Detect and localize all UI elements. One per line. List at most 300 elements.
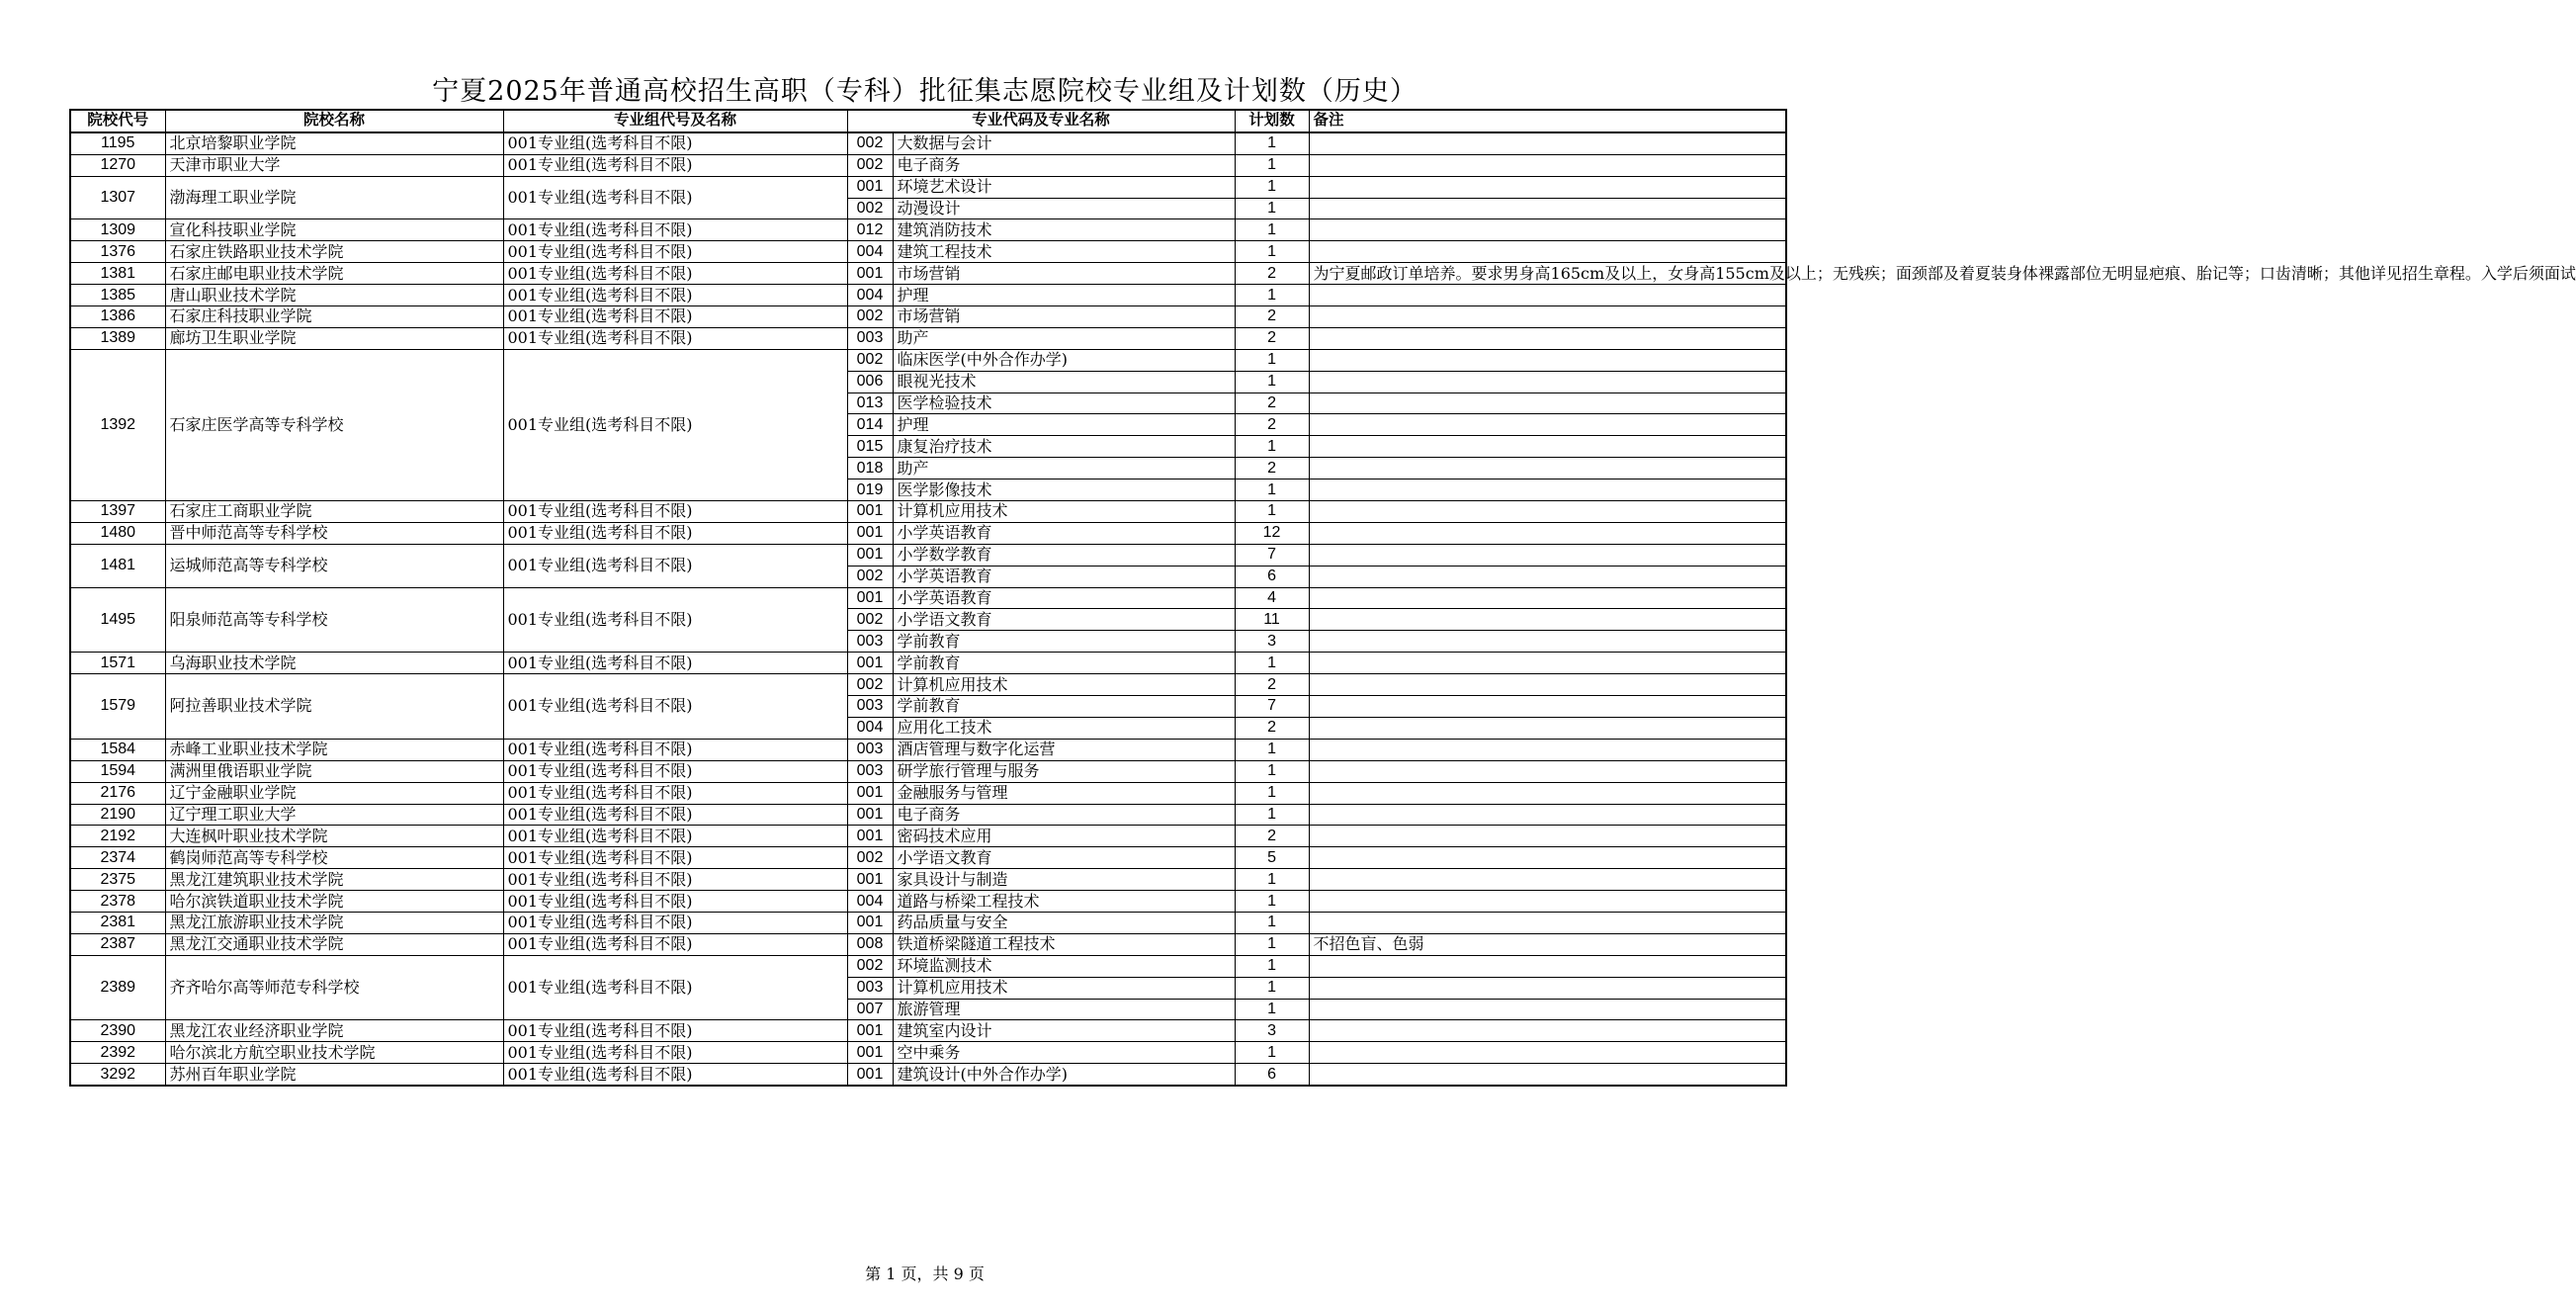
major-code: 003	[847, 977, 893, 999]
group-name: 001专业组(选考科目不限)	[503, 587, 847, 653]
plan-count: 2	[1235, 826, 1309, 847]
group-name: 001专业组(选考科目不限)	[503, 1020, 847, 1042]
plan-count: 1	[1235, 198, 1309, 219]
table-row	[70, 782, 1786, 804]
table-row	[70, 241, 1786, 263]
school-name: 黑龙江交通职业技术学院	[165, 933, 503, 955]
major-name: 学前教育	[893, 653, 1235, 674]
remark: 不招色盲、色弱	[1309, 933, 1786, 955]
plan-count: 2	[1235, 674, 1309, 696]
table-row	[70, 306, 1786, 328]
major-code: 013	[847, 392, 893, 414]
group-name: 001专业组(选考科目不限)	[503, 522, 847, 544]
group-name: 001专业组(选考科目不限)	[503, 782, 847, 804]
table-row	[70, 1064, 1786, 1086]
header-major: 专业代码及专业名称	[847, 110, 1235, 132]
table-row	[70, 154, 1786, 176]
major-code: 014	[847, 414, 893, 436]
major-code: 001	[847, 826, 893, 847]
major-code: 003	[847, 327, 893, 349]
plan-count: 1	[1235, 782, 1309, 804]
major-code: 001	[847, 1042, 893, 1064]
major-name: 小学语文教育	[893, 847, 1235, 869]
major-name: 医学检验技术	[893, 392, 1235, 414]
school-code: 1309	[70, 219, 165, 241]
plan-count: 2	[1235, 263, 1309, 285]
school-name: 石家庄医学高等专科学校	[165, 349, 503, 500]
plan-count: 1	[1235, 349, 1309, 371]
school-code: 1584	[70, 739, 165, 760]
school-code: 2392	[70, 1042, 165, 1064]
plan-count: 12	[1235, 522, 1309, 544]
major-code: 003	[847, 760, 893, 782]
header-school-code: 院校代号	[70, 110, 165, 132]
major-name: 研学旅行管理与服务	[893, 760, 1235, 782]
major-code: 004	[847, 241, 893, 263]
remark	[1309, 349, 1786, 371]
remark	[1309, 977, 1786, 999]
remark	[1309, 739, 1786, 760]
header-group: 专业组代号及名称	[503, 110, 847, 132]
group-name: 001专业组(选考科目不限)	[503, 760, 847, 782]
major-code: 002	[847, 154, 893, 176]
plan-count: 2	[1235, 306, 1309, 328]
major-code: 003	[847, 696, 893, 718]
remark	[1309, 544, 1786, 566]
major-name: 市场营销	[893, 263, 1235, 285]
school-name: 运城师范高等专科学校	[165, 544, 503, 587]
remark	[1309, 327, 1786, 349]
remark	[1309, 760, 1786, 782]
remark	[1309, 631, 1786, 653]
school-name: 阳泉师范高等专科学校	[165, 587, 503, 653]
group-name: 001专业组(选考科目不限)	[503, 955, 847, 1020]
remark	[1309, 804, 1786, 826]
school-code: 2381	[70, 912, 165, 933]
major-code: 002	[847, 955, 893, 977]
school-name: 石家庄科技职业学院	[165, 306, 503, 328]
remark	[1309, 392, 1786, 414]
plan-count: 7	[1235, 696, 1309, 718]
remark	[1309, 999, 1786, 1020]
group-name: 001专业组(选考科目不限)	[503, 1042, 847, 1064]
major-name: 旅游管理	[893, 999, 1235, 1020]
remark	[1309, 306, 1786, 328]
major-name: 计算机应用技术	[893, 977, 1235, 999]
major-code: 002	[847, 674, 893, 696]
school-name: 鹤岗师范高等专科学校	[165, 847, 503, 869]
remark	[1309, 609, 1786, 631]
plan-count: 4	[1235, 587, 1309, 609]
major-name: 建筑工程技术	[893, 241, 1235, 263]
table-row	[70, 804, 1786, 826]
group-name: 001专业组(选考科目不限)	[503, 285, 847, 306]
remark	[1309, 653, 1786, 674]
major-name: 道路与桥梁工程技术	[893, 891, 1235, 913]
group-name: 001专业组(选考科目不限)	[503, 912, 847, 933]
plan-count: 1	[1235, 933, 1309, 955]
group-name: 001专业组(选考科目不限)	[503, 869, 847, 891]
table-row	[70, 826, 1786, 847]
major-name: 小学英语教育	[893, 566, 1235, 587]
school-name: 乌海职业技术学院	[165, 653, 503, 674]
major-code: 019	[847, 480, 893, 501]
table-row	[70, 933, 1786, 955]
school-name: 赤峰工业职业技术学院	[165, 739, 503, 760]
table-row	[70, 522, 1786, 544]
major-name: 建筑消防技术	[893, 219, 1235, 241]
plan-count: 1	[1235, 891, 1309, 913]
school-name: 唐山职业技术学院	[165, 285, 503, 306]
school-name: 黑龙江建筑职业技术学院	[165, 869, 503, 891]
major-code: 001	[847, 869, 893, 891]
school-code: 2192	[70, 826, 165, 847]
remark	[1309, 176, 1786, 198]
remark: 为宁夏邮政订单培养。要求男身高165cm及以上，女身高155cm及以上；无残疾；面颈部及着夏装身体裸露部位无明显疤痕、胎记等；口齿清晰；其他详见招生章程。入学后须面试	[1309, 263, 1786, 285]
school-code: 2176	[70, 782, 165, 804]
table-row	[70, 847, 1786, 869]
plan-count: 1	[1235, 760, 1309, 782]
group-name: 001专业组(选考科目不限)	[503, 933, 847, 955]
school-name: 辽宁理工职业大学	[165, 804, 503, 826]
group-name: 001专业组(选考科目不限)	[503, 349, 847, 500]
table-row	[70, 912, 1786, 933]
remark	[1309, 480, 1786, 501]
school-code: 1270	[70, 154, 165, 176]
major-name: 建筑设计(中外合作办学)	[893, 1064, 1235, 1086]
major-name: 金融服务与管理	[893, 782, 1235, 804]
major-code: 007	[847, 999, 893, 1020]
major-code: 002	[847, 349, 893, 371]
major-name: 电子商务	[893, 154, 1235, 176]
school-code: 1381	[70, 263, 165, 285]
remark	[1309, 414, 1786, 436]
remark	[1309, 241, 1786, 263]
major-name: 医学影像技术	[893, 480, 1235, 501]
major-name: 动漫设计	[893, 198, 1235, 219]
plan-count: 1	[1235, 869, 1309, 891]
remark	[1309, 847, 1786, 869]
school-code: 1579	[70, 674, 165, 740]
plan-count: 3	[1235, 631, 1309, 653]
group-name: 001专业组(选考科目不限)	[503, 501, 847, 523]
plan-count: 2	[1235, 458, 1309, 480]
major-code: 002	[847, 609, 893, 631]
remark	[1309, 782, 1786, 804]
remark	[1309, 717, 1786, 739]
school-code: 1195	[70, 132, 165, 154]
plan-count: 1	[1235, 977, 1309, 999]
table-row	[70, 1020, 1786, 1042]
table-row	[70, 760, 1786, 782]
group-name: 001专业组(选考科目不限)	[503, 1064, 847, 1086]
major-name: 助产	[893, 458, 1235, 480]
school-code: 1392	[70, 349, 165, 500]
plan-table	[69, 109, 2576, 1087]
group-name: 001专业组(选考科目不限)	[503, 241, 847, 263]
plan-count: 7	[1235, 544, 1309, 566]
remark	[1309, 1042, 1786, 1064]
major-name: 铁道桥梁隧道工程技术	[893, 933, 1235, 955]
school-code: 2390	[70, 1020, 165, 1042]
remark	[1309, 869, 1786, 891]
school-code: 1385	[70, 285, 165, 306]
group-name: 001专业组(选考科目不限)	[503, 826, 847, 847]
remark	[1309, 891, 1786, 913]
plan-count: 2	[1235, 414, 1309, 436]
major-code: 001	[847, 587, 893, 609]
major-code: 008	[847, 933, 893, 955]
major-code: 015	[847, 436, 893, 458]
remark	[1309, 198, 1786, 219]
group-name: 001专业组(选考科目不限)	[503, 132, 847, 154]
plan-count: 1	[1235, 154, 1309, 176]
major-name: 眼视光技术	[893, 371, 1235, 392]
remark	[1309, 501, 1786, 523]
school-code: 1376	[70, 241, 165, 263]
major-code: 002	[847, 198, 893, 219]
major-code: 001	[847, 912, 893, 933]
major-code: 004	[847, 717, 893, 739]
remark	[1309, 219, 1786, 241]
page-title: 宁夏2025年普通高校招生高职（专科）批征集志愿院校专业组及计划数（历史）	[432, 76, 1417, 107]
school-code: 1481	[70, 544, 165, 587]
plan-count: 6	[1235, 566, 1309, 587]
school-name: 满洲里俄语职业学院	[165, 760, 503, 782]
remark	[1309, 826, 1786, 847]
major-code: 002	[847, 566, 893, 587]
table-header-row	[70, 110, 1786, 132]
school-name: 大连枫叶职业技术学院	[165, 826, 503, 847]
table-row	[70, 285, 1786, 306]
remark	[1309, 436, 1786, 458]
school-name: 石家庄邮电职业技术学院	[165, 263, 503, 285]
major-code: 002	[847, 132, 893, 154]
group-name: 001专业组(选考科目不限)	[503, 263, 847, 285]
group-name: 001专业组(选考科目不限)	[503, 674, 847, 740]
major-name: 学前教育	[893, 631, 1235, 653]
plan-count: 1	[1235, 480, 1309, 501]
major-name: 护理	[893, 414, 1235, 436]
major-name: 电子商务	[893, 804, 1235, 826]
header-plan: 计划数	[1235, 110, 1309, 132]
major-name: 学前教育	[893, 696, 1235, 718]
school-code: 1307	[70, 176, 165, 219]
major-code: 001	[847, 1064, 893, 1086]
major-code: 003	[847, 631, 893, 653]
school-code: 2375	[70, 869, 165, 891]
plan-count: 1	[1235, 653, 1309, 674]
school-name: 廊坊卫生职业学院	[165, 327, 503, 349]
major-name: 酒店管理与数字化运营	[893, 739, 1235, 760]
major-name: 大数据与会计	[893, 132, 1235, 154]
table-row	[70, 544, 1786, 566]
plan-count: 1	[1235, 739, 1309, 760]
major-name: 药品质量与安全	[893, 912, 1235, 933]
school-name: 渤海理工职业学院	[165, 176, 503, 219]
major-name: 空中乘务	[893, 1042, 1235, 1064]
table-body	[70, 132, 2576, 1086]
table-row	[70, 587, 1786, 609]
group-name: 001专业组(选考科目不限)	[503, 327, 847, 349]
school-name: 哈尔滨北方航空职业技术学院	[165, 1042, 503, 1064]
plan-count: 3	[1235, 1020, 1309, 1042]
plan-count: 1	[1235, 285, 1309, 306]
group-name: 001专业组(选考科目不限)	[503, 653, 847, 674]
remark	[1309, 132, 1786, 154]
major-name: 小学数学教育	[893, 544, 1235, 566]
school-code: 1571	[70, 653, 165, 674]
school-name: 阿拉善职业技术学院	[165, 674, 503, 740]
plan-count: 1	[1235, 912, 1309, 933]
plan-count: 1	[1235, 132, 1309, 154]
major-name: 小学语文教育	[893, 609, 1235, 631]
plan-count: 1	[1235, 436, 1309, 458]
major-name: 环境监测技术	[893, 955, 1235, 977]
school-name: 天津市职业大学	[165, 154, 503, 176]
school-name: 黑龙江旅游职业技术学院	[165, 912, 503, 933]
major-name: 小学英语教育	[893, 587, 1235, 609]
school-name: 哈尔滨铁道职业技术学院	[165, 891, 503, 913]
major-code: 004	[847, 891, 893, 913]
plan-count: 6	[1235, 1064, 1309, 1086]
major-code: 006	[847, 371, 893, 392]
table-row	[70, 1042, 1786, 1064]
remark	[1309, 696, 1786, 718]
school-code: 2387	[70, 933, 165, 955]
school-code: 2378	[70, 891, 165, 913]
major-code: 001	[847, 804, 893, 826]
remark	[1309, 674, 1786, 696]
major-code: 001	[847, 501, 893, 523]
table-row	[70, 869, 1786, 891]
major-code: 001	[847, 782, 893, 804]
remark	[1309, 587, 1786, 609]
school-name: 宣化科技职业学院	[165, 219, 503, 241]
plan-count: 1	[1235, 804, 1309, 826]
plan-count: 1	[1235, 999, 1309, 1020]
remark	[1309, 458, 1786, 480]
school-code: 2374	[70, 847, 165, 869]
table-row	[70, 955, 1786, 977]
group-name: 001专业组(选考科目不限)	[503, 176, 847, 219]
school-name: 苏州百年职业学院	[165, 1064, 503, 1086]
major-name: 临床医学(中外合作办学)	[893, 349, 1235, 371]
header-remark: 备注	[1309, 110, 1786, 132]
major-code: 001	[847, 544, 893, 566]
table-row	[70, 501, 1786, 523]
group-name: 001专业组(选考科目不限)	[503, 219, 847, 241]
remark	[1309, 1020, 1786, 1042]
school-name: 辽宁金融职业学院	[165, 782, 503, 804]
school-name: 石家庄铁路职业技术学院	[165, 241, 503, 263]
major-name: 家具设计与制造	[893, 869, 1235, 891]
major-name: 应用化工技术	[893, 717, 1235, 739]
major-name: 康复治疗技术	[893, 436, 1235, 458]
major-name: 密码技术应用	[893, 826, 1235, 847]
school-name: 石家庄工商职业学院	[165, 501, 503, 523]
major-code: 012	[847, 219, 893, 241]
plan-count: 2	[1235, 392, 1309, 414]
school-code: 1594	[70, 760, 165, 782]
table-row	[70, 653, 1786, 674]
plan-count: 1	[1235, 219, 1309, 241]
major-code: 018	[847, 458, 893, 480]
remark	[1309, 154, 1786, 176]
group-name: 001专业组(选考科目不限)	[503, 306, 847, 328]
major-code: 001	[847, 1020, 893, 1042]
school-name: 北京培黎职业学院	[165, 132, 503, 154]
school-code: 1389	[70, 327, 165, 349]
remark	[1309, 566, 1786, 587]
remark	[1309, 285, 1786, 306]
school-code: 2190	[70, 804, 165, 826]
major-name: 计算机应用技术	[893, 674, 1235, 696]
group-name: 001专业组(选考科目不限)	[503, 544, 847, 587]
major-code: 002	[847, 847, 893, 869]
page-footer: 第 1 页，共 9 页	[865, 1264, 985, 1283]
group-name: 001专业组(选考科目不限)	[503, 154, 847, 176]
major-name: 计算机应用技术	[893, 501, 1235, 523]
major-name: 助产	[893, 327, 1235, 349]
plan-count: 1	[1235, 371, 1309, 392]
major-code: 002	[847, 306, 893, 328]
plan-count: 1	[1235, 1042, 1309, 1064]
table-row	[70, 349, 1786, 371]
group-name: 001专业组(选考科目不限)	[503, 804, 847, 826]
plan-count: 1	[1235, 176, 1309, 198]
table-row	[70, 132, 1786, 154]
remark	[1309, 522, 1786, 544]
plan-count: 5	[1235, 847, 1309, 869]
school-name: 黑龙江农业经济职业学院	[165, 1020, 503, 1042]
school-code: 2389	[70, 955, 165, 1020]
major-code: 001	[847, 176, 893, 198]
school-code: 1480	[70, 522, 165, 544]
remark	[1309, 1064, 1786, 1086]
school-code: 3292	[70, 1064, 165, 1086]
school-name: 晋中师范高等专科学校	[165, 522, 503, 544]
school-code: 1495	[70, 587, 165, 653]
school-code: 1397	[70, 501, 165, 523]
table-row	[70, 739, 1786, 760]
major-name: 小学英语教育	[893, 522, 1235, 544]
plan-count: 11	[1235, 609, 1309, 631]
major-code: 001	[847, 653, 893, 674]
plan-count: 2	[1235, 327, 1309, 349]
table-row	[70, 219, 1786, 241]
plan-count: 2	[1235, 717, 1309, 739]
school-code: 1386	[70, 306, 165, 328]
plan-count: 1	[1235, 955, 1309, 977]
table-row	[70, 327, 1786, 349]
group-name: 001专业组(选考科目不限)	[503, 847, 847, 869]
header-school-name: 院校名称	[165, 110, 503, 132]
remark	[1309, 371, 1786, 392]
plan-count: 1	[1235, 501, 1309, 523]
major-name: 护理	[893, 285, 1235, 306]
major-name: 环境艺术设计	[893, 176, 1235, 198]
major-code: 001	[847, 263, 893, 285]
remark	[1309, 955, 1786, 977]
major-name: 市场营销	[893, 306, 1235, 328]
table-row	[70, 176, 1786, 198]
group-name: 001专业组(选考科目不限)	[503, 739, 847, 760]
major-code: 004	[847, 285, 893, 306]
table-row	[70, 263, 1786, 285]
major-name: 建筑室内设计	[893, 1020, 1235, 1042]
plan-count: 1	[1235, 241, 1309, 263]
